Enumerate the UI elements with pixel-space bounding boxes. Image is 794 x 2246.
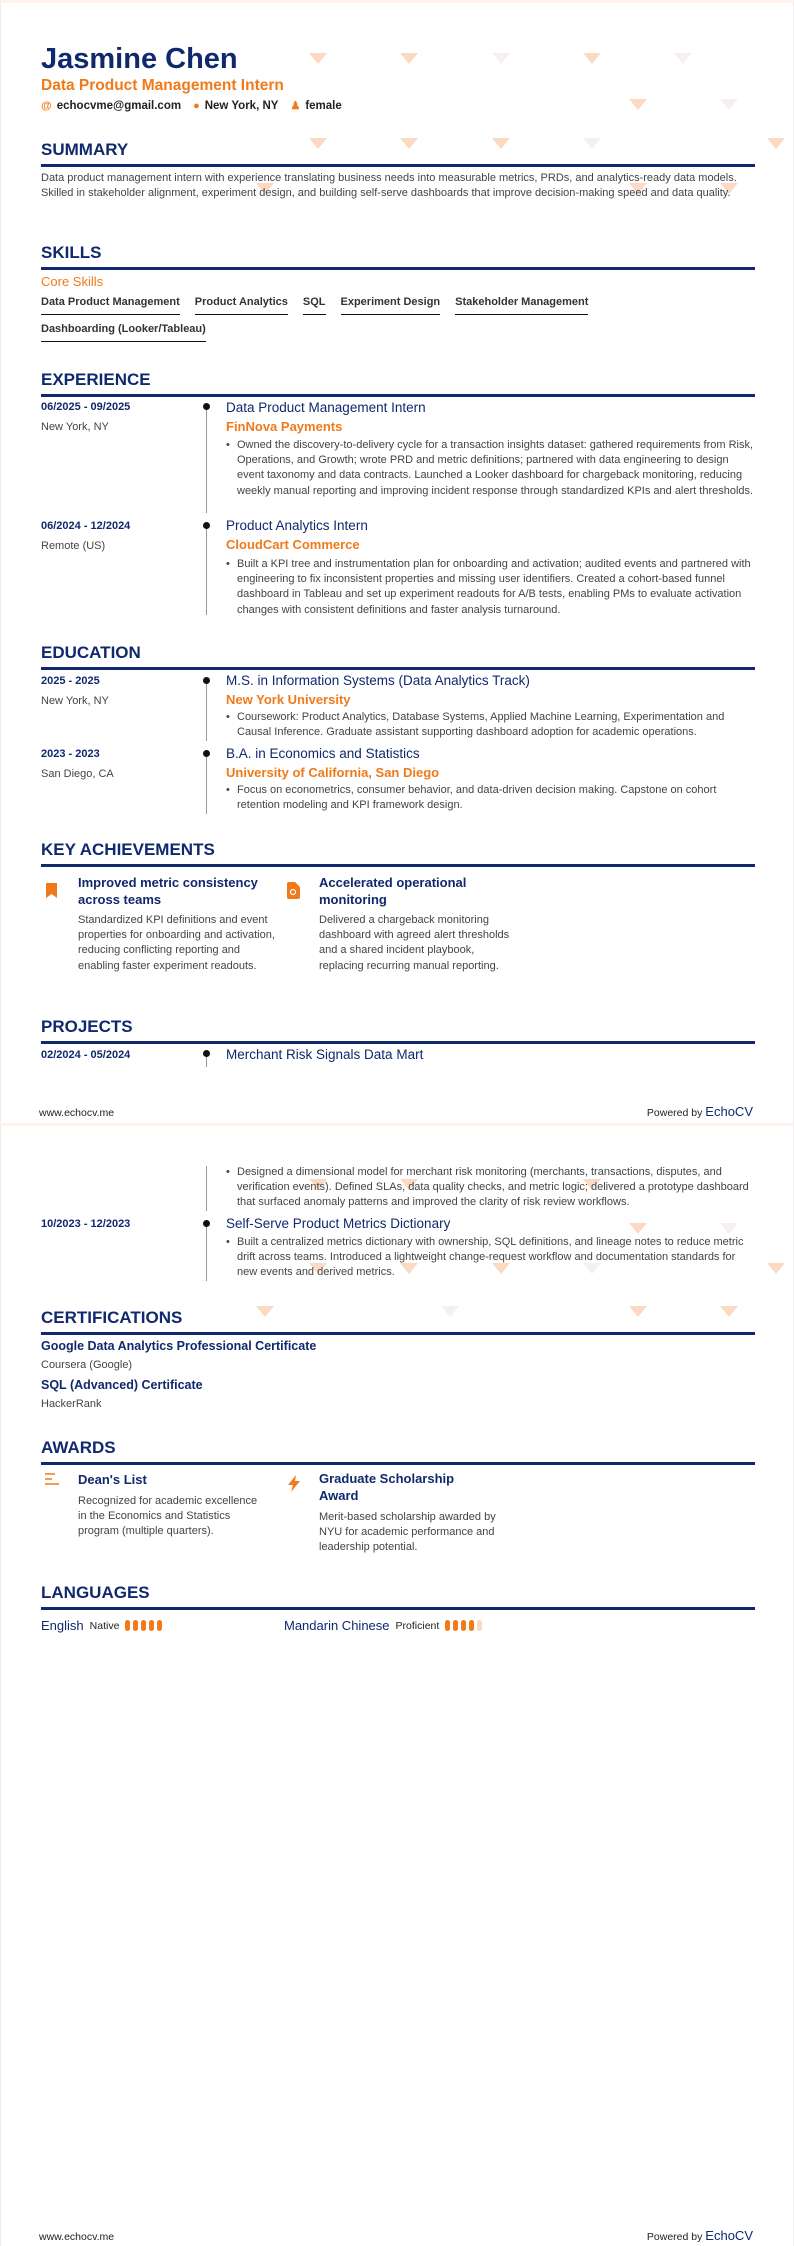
education-degree: M.S. in Information Systems (Data Analytics Track) (226, 673, 530, 688)
language-level: Proficient (395, 1619, 440, 1632)
skill-tag: Dashboarding (Looker/Tableau) (41, 323, 206, 342)
award-title: Dean's List (78, 1472, 147, 1487)
skills-list (41, 296, 755, 350)
location-pin-icon: ● (193, 99, 200, 112)
education-school: University of California, San Diego (226, 765, 440, 780)
project-dates: 10/2023 - 12/2023 (41, 1218, 131, 1230)
education-dates: 2023 - 2023 (41, 748, 100, 760)
search-document-icon (287, 882, 300, 902)
language-rating (445, 1620, 482, 1631)
skill-tag: Product Analytics (195, 296, 288, 315)
rating-pip (445, 1620, 450, 1631)
rating-pip (125, 1620, 130, 1631)
timeline-dot (203, 403, 210, 410)
rating-pip (157, 1620, 162, 1631)
project-bullet: • Built a centralized metrics dictionary with ownership, SQL definitions, and lineage notes to reduce metric drift across teams. Introduced a lightweight change-request workflow and documentation standards for new events and derived metrics. (226, 1235, 756, 1281)
timeline-dot (203, 1220, 210, 1227)
candidate-title: Data Product Management Intern (41, 77, 284, 94)
experience-company: FinNova Payments (226, 419, 343, 434)
award-desc: Recognized for academic excellence in the Economics and Statistics program (multiple quarters). (78, 1495, 258, 1538)
section-heading-experience: EXPERIENCE (41, 370, 755, 397)
language-item (284, 1618, 482, 1633)
experience-title: Data Product Management Intern (226, 400, 426, 415)
education-bullet: • Coursework: Product Analytics, Database Systems, Applied Machine Learning, Experimentation and Causal Inference. Graduate assistant supporting dashboard adoption for academic operations. (226, 710, 756, 740)
certification-issuer: HackerRank (41, 1398, 102, 1410)
section-heading-certifications: CERTIFICATIONS (41, 1308, 755, 1335)
brand-logo: EchoCV (705, 1104, 753, 1119)
section-heading-awards: AWARDS (41, 1438, 755, 1465)
skill-tag: Experiment Design (341, 296, 441, 315)
experience-location: New York, NY (41, 421, 109, 433)
footer-site-link[interactable]: www.echocv.me (39, 2231, 115, 2243)
section-heading-languages: LANGUAGES (41, 1583, 755, 1610)
project-title: Merchant Risk Signals Data Mart (226, 1047, 424, 1062)
footer-powered-by (647, 2228, 753, 2243)
education-location: New York, NY (41, 695, 109, 707)
language-name: English (41, 1618, 84, 1633)
education-location: San Diego, CA (41, 768, 114, 780)
timeline-line (206, 1223, 207, 1281)
skill-tag: Data Product Management (41, 296, 180, 315)
rating-pip (461, 1620, 466, 1631)
education-school: New York University (226, 692, 351, 707)
experience-dates: 06/2025 - 09/2025 (41, 401, 131, 413)
certification-name: Google Data Analytics Professional Certificate (41, 1339, 317, 1353)
brand-logo: EchoCV (705, 2228, 753, 2243)
achievement-title: Accelerated operational monitoring (319, 875, 467, 907)
section-heading-education: EDUCATION (41, 643, 755, 670)
experience-bullet: • Built a KPI tree and instrumentation plan for onboarding and activation; audited events and partnered with engineering to fix inconsistent properties and missing user identifiers. Created a cohort-based funnel dashboard in Tableau and set up experiment readouts for A/B tests, enabling PMs to evaluate activation changes with consistent definitions and faster analysis turnaround. (226, 557, 756, 618)
lightning-icon (288, 1475, 300, 1495)
project-title: Self-Serve Product Metrics Dictionary (226, 1216, 451, 1231)
achievement-desc: Standardized KPI definitions and event properties for onboarding and activation, reducing conflicting reporting and enabling faster experiment readouts. (78, 914, 275, 972)
section-heading-achievements: KEY ACHIEVEMENTS (41, 840, 755, 867)
location: New York, NY (204, 99, 279, 112)
education-bullet: • Focus on econometrics, consumer behavior, and data-driven decision making. Capstone on cohort retention modeling and KPI framework design. (226, 783, 756, 813)
experience-title: Product Analytics Intern (226, 518, 368, 533)
timeline-dot (203, 750, 210, 757)
timeline-line (206, 527, 207, 615)
project-bullet: • Designed a dimensional model for merchant risk monitoring (merchants, transactions, disputes, and verification events). Defined SLAs, data quality checks, and metric logic; delivered a prototype dashboard that surfaced anomaly patterns and improved the clarity of risk review workflows. (226, 1165, 756, 1211)
resume-page-2 (0, 1123, 794, 2246)
timeline-dot (203, 522, 210, 529)
certification-name: SQL (Advanced) Certificate (41, 1378, 203, 1392)
person-icon: ♟ (290, 100, 301, 112)
language-rating (125, 1620, 162, 1631)
education-dates: 2025 - 2025 (41, 675, 100, 687)
timeline-dot (203, 677, 210, 684)
powered-by-label: Powered by (646, 2231, 703, 2243)
achievement-desc: Delivered a chargeback monitoring dashboard with agreed alert thresholds and a shared incident playbook, replacing recurring manual reporting. (319, 914, 510, 972)
award-desc: Merit-based scholarship awarded by NYU for academic performance and leadership potential. (319, 1511, 496, 1554)
gender: female (305, 100, 342, 112)
list-icon (45, 1472, 59, 1488)
achievement-title: Improved metric consistency across teams (78, 875, 258, 907)
skills-group-title: Core Skills (41, 274, 104, 289)
timeline-dot (203, 1050, 210, 1057)
experience-location: Remote (US) (41, 540, 106, 552)
rating-pip (149, 1620, 154, 1631)
bookmark-icon (46, 883, 57, 901)
rating-pip (133, 1620, 138, 1631)
language-name: Mandarin Chinese (284, 1618, 390, 1633)
experience-company: CloudCart Commerce (226, 537, 360, 552)
experience-bullet: • Owned the discovery-to-delivery cycle for a transaction insights dataset: gathered requirements from Risk, Operations, and Growth; wrote PRD and metric definitions; partnered with data engineering to design event taxonomy and data contracts. Launched a Looker dashboard for chargeback monitoring, reducing weekly manual reporting and improving incident response through standardized KPIs and alert thresholds. (226, 438, 756, 499)
powered-by-label: Powered by (646, 1107, 703, 1119)
email-icon: @ (41, 99, 52, 112)
section-heading-skills: SKILLS (41, 243, 755, 270)
section-heading-summary: SUMMARY (41, 140, 755, 167)
experience-dates: 06/2024 - 12/2024 (41, 520, 131, 532)
rating-pip (469, 1620, 474, 1631)
timeline-line (206, 1166, 207, 1211)
timeline-line (206, 754, 207, 814)
skill-tag: Stakeholder Management (455, 296, 588, 315)
education-degree: B.A. in Economics and Statistics (226, 746, 420, 761)
contact-info (41, 99, 342, 112)
certification-issuer: Coursera (Google) (41, 1359, 133, 1371)
rating-pip (141, 1620, 146, 1631)
project-dates: 02/2024 - 05/2024 (41, 1049, 131, 1061)
language-item (41, 1618, 162, 1633)
section-heading-projects: PROJECTS (41, 1017, 755, 1044)
candidate-name: Jasmine Chen (41, 43, 238, 75)
footer-site-link[interactable]: www.echocv.me (39, 1107, 115, 1119)
summary-text: Data product management intern with experience translating business needs into measurable metrics, PRDs, and analytics-ready data models. Skilled in stakeholder alignment, experiment design, and building self-serve dashboards that improve decision-making speed and data quality. (41, 172, 737, 200)
timeline-line (206, 408, 207, 513)
language-level: Native (89, 1619, 120, 1632)
email[interactable]: echocvme@gmail.com (56, 99, 182, 112)
footer-powered-by (647, 1104, 753, 1119)
rating-pip (453, 1620, 458, 1631)
skill-tag: SQL (303, 296, 326, 315)
timeline-line (206, 681, 207, 741)
award-title: Graduate Scholarship Award (319, 1471, 455, 1503)
rating-pip (477, 1620, 482, 1631)
